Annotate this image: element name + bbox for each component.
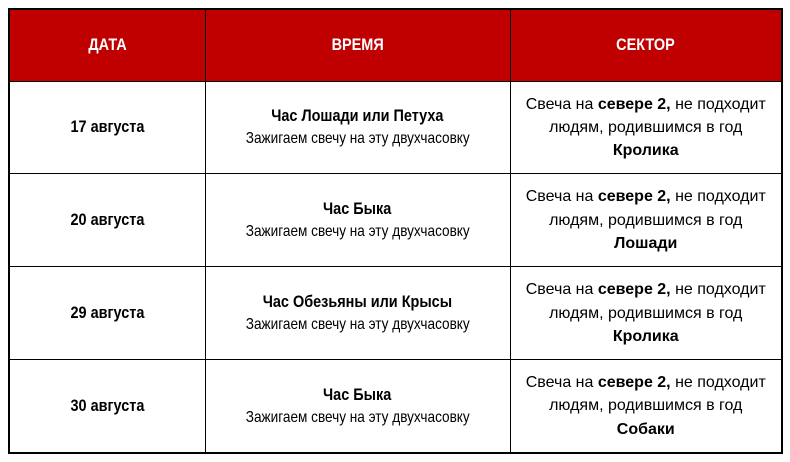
sector-zodiac: Собаки bbox=[616, 420, 675, 438]
sector-cell bbox=[510, 81, 782, 174]
sector-description bbox=[519, 185, 774, 231]
date-value: 17 августа bbox=[70, 117, 145, 137]
sector-prefix: Свеча на bbox=[525, 374, 598, 392]
header-cell-time bbox=[205, 9, 510, 81]
table-row bbox=[9, 360, 782, 453]
sector-direction: севере 2, bbox=[597, 281, 671, 299]
time-cell bbox=[205, 81, 510, 174]
header-row bbox=[9, 9, 782, 81]
sector-zodiac: Кролика bbox=[612, 142, 679, 160]
sector-cell bbox=[510, 267, 782, 360]
sector-zodiac: Лошади bbox=[614, 234, 678, 252]
date-cell bbox=[9, 360, 205, 453]
time-cell bbox=[205, 267, 510, 360]
time-title: Час Лошади или Петуха bbox=[271, 106, 444, 126]
time-cell bbox=[205, 360, 510, 453]
date-value: 30 августа bbox=[70, 396, 145, 416]
date-value: 20 августа bbox=[70, 210, 145, 230]
time-subtitle: Зажигаем свечу на эту двухчасовку bbox=[245, 316, 470, 334]
time-subtitle: Зажигаем свечу на эту двухчасовку bbox=[245, 130, 470, 148]
candle-schedule-table bbox=[8, 8, 783, 454]
table-row bbox=[9, 81, 782, 174]
table-row bbox=[9, 174, 782, 267]
sector-description bbox=[519, 278, 774, 324]
date-value: 29 августа bbox=[70, 303, 145, 323]
date-cell bbox=[9, 81, 205, 174]
sector-description bbox=[519, 93, 774, 139]
sector-direction: севере 2, bbox=[597, 374, 671, 392]
sector-description bbox=[519, 371, 774, 417]
time-subtitle: Зажигаем свечу на эту двухчасовку bbox=[245, 409, 470, 427]
sector-direction: севере 2, bbox=[597, 95, 671, 113]
sector-direction: севере 2, bbox=[597, 188, 671, 206]
sector-rest: не подходит людям, родившимся в год bbox=[549, 188, 766, 229]
time-subtitle: Зажигаем свечу на эту двухчасовку bbox=[245, 223, 470, 241]
sector-prefix: Свеча на bbox=[525, 281, 598, 299]
sector-rest: не подходит людям, родившимся в год bbox=[549, 281, 766, 322]
time-cell bbox=[205, 174, 510, 267]
header-time-label: ВРЕМЯ bbox=[331, 35, 384, 55]
header-sector-label: СЕКТОР bbox=[616, 35, 676, 55]
sector-rest: не подходит людям, родившимся в год bbox=[549, 374, 766, 415]
sector-cell bbox=[510, 174, 782, 267]
sector-cell bbox=[510, 360, 782, 453]
table-row bbox=[9, 267, 782, 360]
time-title: Час Обезьяны или Крысы bbox=[262, 292, 453, 312]
header-cell-date bbox=[9, 9, 205, 81]
sector-prefix: Свеча на bbox=[525, 95, 598, 113]
date-cell bbox=[9, 267, 205, 360]
time-title: Час Быка bbox=[323, 385, 392, 405]
date-cell bbox=[9, 174, 205, 267]
sector-prefix: Свеча на bbox=[525, 188, 598, 206]
header-date-label: ДАТА bbox=[88, 35, 127, 55]
sector-rest: не подходит людям, родившимся в год bbox=[549, 95, 766, 136]
sector-zodiac: Кролика bbox=[612, 327, 679, 345]
header-cell-sector bbox=[510, 9, 782, 81]
time-title: Час Быка bbox=[323, 199, 392, 219]
